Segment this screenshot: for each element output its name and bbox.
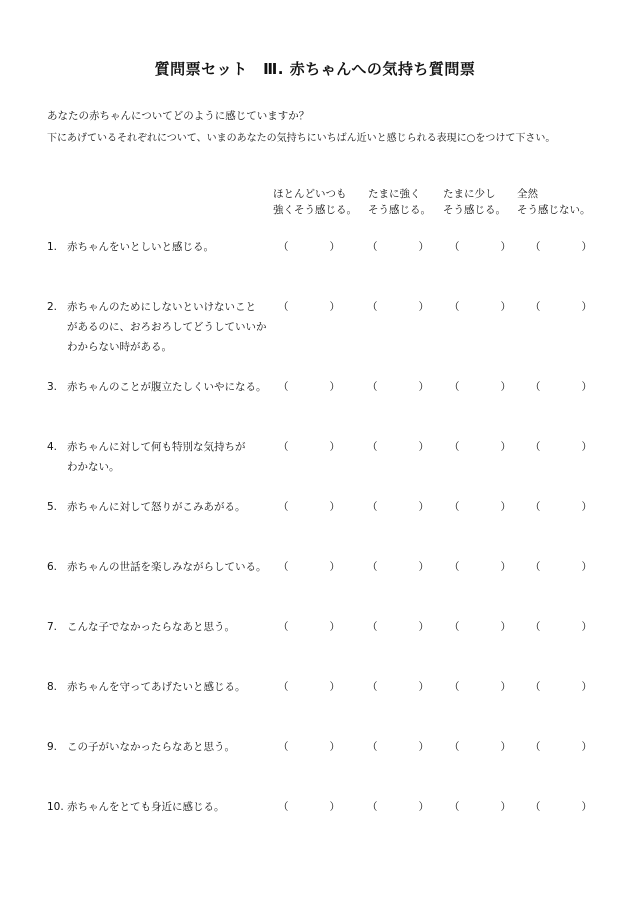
paren-close: ）: [581, 441, 592, 453]
question-5: [47, 497, 277, 517]
question-6: [47, 557, 277, 577]
answer-slot-q2-opt4[interactable]: [530, 297, 592, 317]
question-4: [47, 437, 277, 477]
question-text: があるのに、おろおろしてどうしていいか: [67, 321, 267, 333]
page-title: 質問票セット Ⅲ. 赤ちゃんへの気持ち質問票: [154, 60, 476, 78]
answer-slot-q9-opt2[interactable]: [367, 737, 429, 757]
paren-open: （: [367, 621, 378, 633]
question-number: 5.: [47, 501, 58, 513]
question-line: [47, 317, 277, 337]
paren-open: （: [449, 301, 460, 313]
option-header-line2: そう感じる。: [368, 204, 431, 216]
paren-close: ）: [418, 241, 429, 253]
question-line: [47, 497, 277, 517]
paren-close: ）: [418, 441, 429, 453]
paren-open: （: [278, 381, 289, 393]
answer-slot-q5-opt2[interactable]: [367, 497, 429, 517]
paren-open: （: [367, 681, 378, 693]
answer-slot-q10-opt4[interactable]: [530, 797, 592, 817]
paren-close: ）: [418, 561, 429, 573]
question-line: [47, 617, 277, 637]
paren-close: ）: [500, 241, 511, 253]
paren-open: （: [278, 801, 289, 813]
answer-slot-q4-opt2[interactable]: [367, 437, 429, 457]
answer-slot-q6-opt4[interactable]: [530, 557, 592, 577]
answer-slot-q5-opt4[interactable]: [530, 497, 592, 517]
paren-open: （: [449, 801, 460, 813]
answer-slot-q1-opt1[interactable]: [278, 237, 340, 257]
paren-open: （: [449, 621, 460, 633]
paren-open: （: [530, 681, 541, 693]
paren-close: ）: [329, 741, 340, 753]
question-3: [47, 377, 277, 397]
paren-close: ）: [418, 501, 429, 513]
answer-slot-q3-opt4[interactable]: [530, 377, 592, 397]
paren-close: ）: [329, 561, 340, 573]
paren-close: ）: [500, 621, 511, 633]
answer-slot-q6-opt1[interactable]: [278, 557, 340, 577]
option-header-line1: 全然: [517, 188, 538, 200]
question-9: [47, 737, 277, 757]
paren-close: ）: [329, 301, 340, 313]
instruction-text: 下にあげているそれぞれについて、いまのあなたの気持ちにいちばん近いと感じられる表現に○をつけて下さい。: [47, 133, 556, 144]
paren-open: （: [278, 501, 289, 513]
question-line: [47, 337, 277, 357]
paren-open: （: [449, 681, 460, 693]
option-header-line2: そう感じない。: [517, 204, 591, 216]
paren-close: ）: [500, 801, 511, 813]
option-header-line1: ほとんどいつも: [273, 188, 347, 200]
question-text: わからない時がある。: [67, 341, 172, 353]
paren-open: （: [367, 241, 378, 253]
question-text: 赤ちゃんのためにしないといけないこと: [67, 301, 256, 313]
paren-close: ）: [418, 681, 429, 693]
paren-open: （: [367, 381, 378, 393]
paren-close: ）: [581, 801, 592, 813]
paren-open: （: [449, 501, 460, 513]
question-1: [47, 237, 277, 257]
paren-open: （: [278, 561, 289, 573]
answer-slot-q3-opt3[interactable]: [449, 377, 511, 397]
paren-open: （: [367, 301, 378, 313]
question-number: 7.: [47, 621, 58, 633]
paren-close: ）: [418, 801, 429, 813]
answer-slot-q3-opt2[interactable]: [367, 377, 429, 397]
paren-close: ）: [500, 741, 511, 753]
question-line: [47, 797, 277, 817]
answer-slot-q4-opt1[interactable]: [278, 437, 340, 457]
answer-slot-q9-opt3[interactable]: [449, 737, 511, 757]
option-header-1: [273, 186, 357, 218]
paren-open: （: [449, 241, 460, 253]
question-text: わかない。: [67, 461, 120, 473]
question-number: 2.: [47, 301, 58, 313]
question-line: [47, 237, 277, 257]
paren-close: ）: [581, 681, 592, 693]
answer-slot-q6-opt2[interactable]: [367, 557, 429, 577]
option-header-line2: 強くそう感じる。: [273, 204, 357, 216]
option-header-3: [443, 186, 506, 218]
question-number: 8.: [47, 681, 58, 693]
question-text: この子がいなかったらなあと思う。: [67, 741, 235, 753]
answer-slot-q5-opt3[interactable]: [449, 497, 511, 517]
question-text: 赤ちゃんをとても身近に感じる。: [67, 801, 225, 813]
question-text: 赤ちゃんを守ってあげたいと感じる。: [67, 681, 246, 693]
paren-close: ）: [581, 561, 592, 573]
paren-open: （: [367, 501, 378, 513]
paren-close: ）: [500, 681, 511, 693]
question-8: [47, 677, 277, 697]
paren-open: （: [278, 441, 289, 453]
question-number: 6.: [47, 561, 58, 573]
question-line: [47, 457, 277, 477]
paren-open: （: [530, 441, 541, 453]
answer-slot-q10-opt1[interactable]: [278, 797, 340, 817]
paren-close: ）: [329, 241, 340, 253]
question-number: 4.: [47, 441, 58, 453]
answer-slot-q4-opt3[interactable]: [449, 437, 511, 457]
option-header-4: [517, 186, 591, 218]
question-10: [47, 797, 277, 817]
answer-slot-q7-opt4[interactable]: [530, 617, 592, 637]
paren-close: ）: [581, 501, 592, 513]
paren-open: （: [449, 561, 460, 573]
paren-open: （: [367, 441, 378, 453]
paren-open: （: [449, 441, 460, 453]
answer-slot-q1-opt4[interactable]: [530, 237, 592, 257]
paren-close: ）: [581, 741, 592, 753]
answer-slot-q2-opt2[interactable]: [367, 297, 429, 317]
paren-close: ）: [329, 621, 340, 633]
answer-slot-q6-opt3[interactable]: [449, 557, 511, 577]
question-number: 9.: [47, 741, 58, 753]
paren-close: ）: [418, 621, 429, 633]
paren-close: ）: [329, 441, 340, 453]
paren-open: （: [278, 681, 289, 693]
paren-close: ）: [500, 561, 511, 573]
question-2: [47, 297, 277, 357]
answer-slot-q7-opt1[interactable]: [278, 617, 340, 637]
option-header-line2: そう感じる。: [443, 204, 506, 216]
question-line: [47, 557, 277, 577]
paren-open: （: [530, 561, 541, 573]
answer-slot-q7-opt3[interactable]: [449, 617, 511, 637]
paren-open: （: [278, 621, 289, 633]
question-text: こんな子でなかったらなあと思う。: [67, 621, 235, 633]
paren-open: （: [449, 741, 460, 753]
question-number: 3.: [47, 381, 58, 393]
paren-close: ）: [418, 741, 429, 753]
question-number: 1.: [47, 241, 58, 253]
answer-slot-q2-opt3[interactable]: [449, 297, 511, 317]
paren-open: （: [367, 801, 378, 813]
paren-open: （: [278, 241, 289, 253]
answer-slot-q9-opt1[interactable]: [278, 737, 340, 757]
answer-slot-q1-opt2[interactable]: [367, 237, 429, 257]
question-text: 赤ちゃんの世話を楽しみながらしている。: [67, 561, 267, 573]
answer-slot-q9-opt4[interactable]: [530, 737, 592, 757]
intro-text: あなたの赤ちゃんについてどのように感じていますか？: [47, 110, 310, 122]
question-line: [47, 297, 277, 317]
answer-slot-q10-opt3[interactable]: [449, 797, 511, 817]
question-text: 赤ちゃんをいとしいと感じる。: [67, 241, 214, 253]
paren-open: （: [530, 741, 541, 753]
answer-slot-q5-opt1[interactable]: [278, 497, 340, 517]
paren-open: （: [530, 621, 541, 633]
paren-close: ）: [418, 381, 429, 393]
paren-open: （: [367, 741, 378, 753]
answer-slot-q3-opt1[interactable]: [278, 377, 340, 397]
question-line: [47, 377, 277, 397]
paren-close: ）: [329, 501, 340, 513]
paren-close: ）: [329, 681, 340, 693]
paren-open: （: [278, 301, 289, 313]
paren-close: ）: [329, 801, 340, 813]
paren-close: ）: [329, 381, 340, 393]
answer-slot-q2-opt1[interactable]: [278, 297, 340, 317]
answer-slot-q8-opt3[interactable]: [449, 677, 511, 697]
answer-slot-q7-opt2[interactable]: [367, 617, 429, 637]
question-line: [47, 737, 277, 757]
answer-slot-q4-opt4[interactable]: [530, 437, 592, 457]
paren-open: （: [367, 561, 378, 573]
paren-close: ）: [500, 441, 511, 453]
paren-open: （: [530, 501, 541, 513]
answer-slot-q8-opt1[interactable]: [278, 677, 340, 697]
paren-open: （: [449, 381, 460, 393]
option-header-line1: たまに強く: [368, 188, 421, 200]
paren-close: ）: [500, 301, 511, 313]
paren-close: ）: [581, 301, 592, 313]
paren-close: ）: [581, 621, 592, 633]
paren-open: （: [530, 241, 541, 253]
question-7: [47, 617, 277, 637]
answer-slot-q10-opt2[interactable]: [367, 797, 429, 817]
question-line: [47, 677, 277, 697]
paren-close: ）: [500, 381, 511, 393]
paren-open: （: [530, 301, 541, 313]
question-text: 赤ちゃんに対して何も特別な気持ちが: [67, 441, 246, 453]
paren-close: ）: [581, 381, 592, 393]
question-number: 10.: [47, 801, 64, 813]
option-header-line1: たまに少し: [443, 188, 496, 200]
answer-slot-q8-opt2[interactable]: [367, 677, 429, 697]
paren-open: （: [530, 801, 541, 813]
option-header-2: [368, 186, 431, 218]
paren-open: （: [530, 381, 541, 393]
question-line: [47, 437, 277, 457]
paren-close: ）: [500, 501, 511, 513]
question-text: 赤ちゃんに対して怒りがこみあがる。: [67, 501, 246, 513]
paren-open: （: [278, 741, 289, 753]
answer-slot-q8-opt4[interactable]: [530, 677, 592, 697]
question-text: 赤ちゃんのことが腹立たしくいやになる。: [67, 381, 267, 393]
answer-slot-q1-opt3[interactable]: [449, 237, 511, 257]
paren-close: ）: [581, 241, 592, 253]
paren-close: ）: [418, 301, 429, 313]
